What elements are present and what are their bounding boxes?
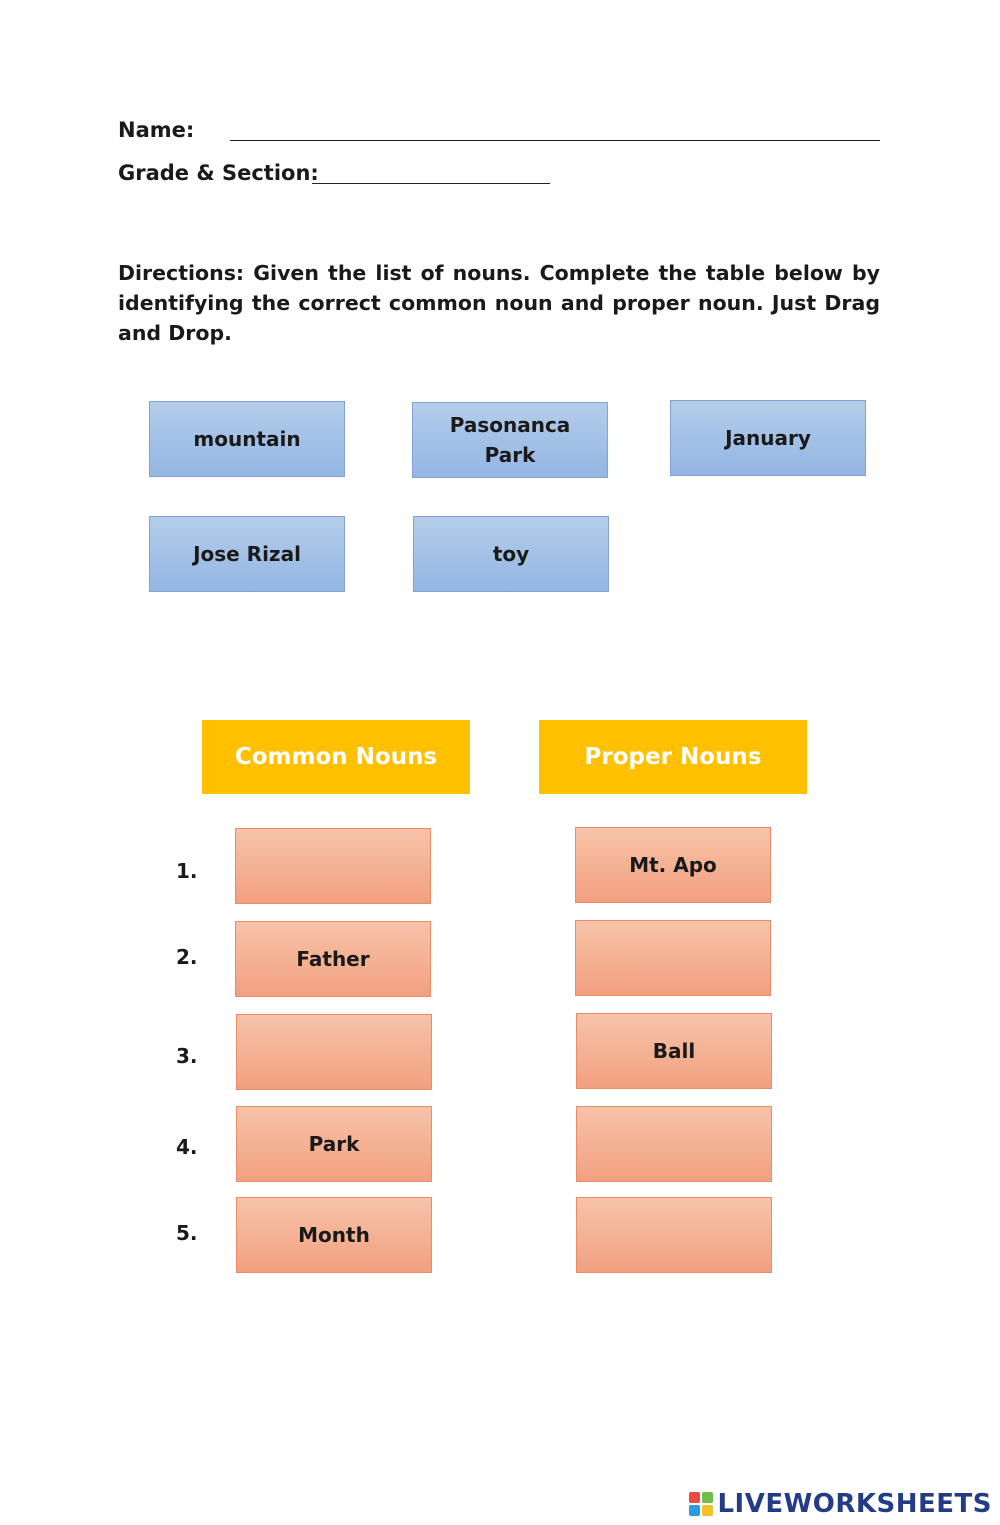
directions-text: Directions: Given the list of nouns. Complete the table below by identifying the correct common noun and proper noun. Just Drag and Drop. [118, 261, 880, 345]
word-tile-jose-rizal[interactable]: Jose Rizal [149, 516, 345, 592]
word-tile-january[interactable]: January [670, 400, 866, 476]
proper-drop-box-3[interactable]: Ball [576, 1013, 772, 1089]
row-number-5: 5. [176, 1221, 198, 1245]
common-drop-box-1[interactable] [235, 828, 431, 904]
word-tile-toy[interactable]: toy [413, 516, 609, 592]
word-tile-mountain[interactable]: mountain [149, 401, 345, 477]
row-number-2: 2. [176, 945, 198, 969]
row-number-4: 4. [176, 1135, 198, 1159]
logo-grid-icon [689, 1492, 713, 1516]
row-number-3: 3. [176, 1044, 198, 1068]
common-drop-box-5[interactable]: Month [236, 1197, 432, 1273]
grade-section-field[interactable] [312, 183, 550, 184]
proper-drop-box-5[interactable] [576, 1197, 772, 1273]
common-drop-box-2[interactable]: Father [235, 921, 431, 997]
row-number-1: 1. [176, 859, 198, 883]
proper-drop-box-4[interactable] [576, 1106, 772, 1182]
common-drop-box-4[interactable]: Park [236, 1106, 432, 1182]
word-tile-pasonanca-park[interactable]: Pasonanca Park [412, 402, 608, 478]
liveworksheets-logo [689, 1489, 992, 1519]
grade-section-label: Grade & Section: [118, 161, 319, 185]
proper-drop-box-2[interactable] [575, 920, 771, 996]
proper-drop-box-1[interactable]: Mt. Apo [575, 827, 771, 903]
logo-text: LIVEWORKSHEETS [717, 1489, 992, 1519]
common-nouns-header: Common Nouns [202, 720, 470, 794]
proper-nouns-header: Proper Nouns [539, 720, 807, 794]
name-label: Name: [118, 118, 195, 142]
common-drop-box-3[interactable] [236, 1014, 432, 1090]
name-field[interactable] [230, 140, 880, 141]
